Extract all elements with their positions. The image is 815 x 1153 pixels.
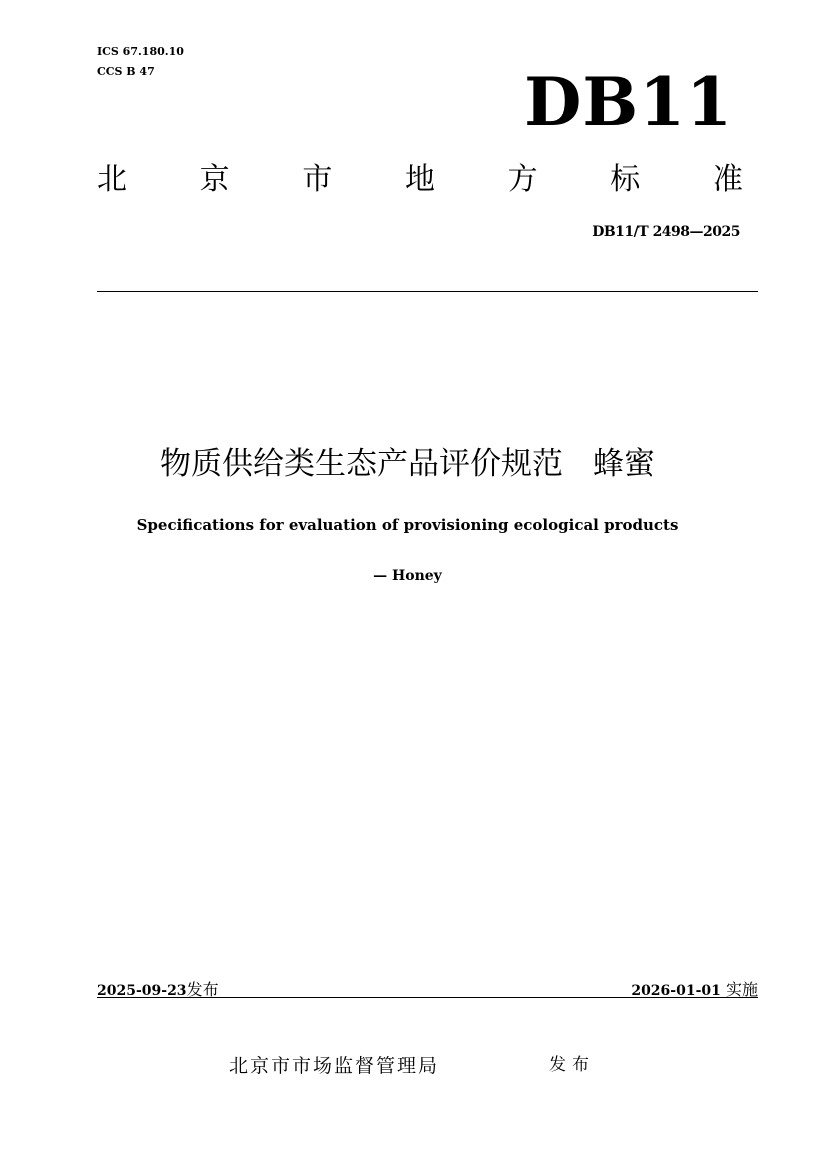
top-divider xyxy=(97,291,758,292)
issue-label: 发布 xyxy=(549,1055,595,1075)
document-title-en: Specifications for evaluation of provisioning ecological products xyxy=(136,516,679,534)
standard-number: DB11/T 2498—2025 xyxy=(592,224,740,240)
standard-type-char: 京 xyxy=(199,162,230,197)
effective-label: 实施 xyxy=(725,980,758,999)
document-title-zh xyxy=(0,441,815,487)
issuing-authority: 北京市市场监督管理局 xyxy=(229,1055,440,1077)
bottom-divider xyxy=(97,997,758,998)
ics-code: ICS 67.180.10 xyxy=(97,45,184,58)
standard-type-char: 地 xyxy=(404,162,435,197)
classification-codes xyxy=(97,42,184,82)
standard-type-char: 标 xyxy=(610,162,641,197)
standard-type-char: 准 xyxy=(712,162,743,197)
publish-date: 2025-09-23 xyxy=(97,983,187,999)
standard-type-char: 北 xyxy=(97,162,127,197)
title-zh-sub: 蜂蜜 xyxy=(593,446,655,482)
standard-type-heading xyxy=(97,158,743,202)
standard-type-char: 市 xyxy=(302,162,333,197)
effective-date: 2026-01-01 xyxy=(631,983,721,999)
title-zh-main: 物质供给类生态产品评价规范 xyxy=(160,446,563,482)
standard-type-char: 方 xyxy=(507,162,538,197)
db-code-logo: DB11 xyxy=(524,63,733,141)
document-subtitle-en: — Honey xyxy=(373,568,442,584)
publish-label: 发布 xyxy=(186,980,219,999)
ccs-code: CCS B 47 xyxy=(97,65,155,78)
